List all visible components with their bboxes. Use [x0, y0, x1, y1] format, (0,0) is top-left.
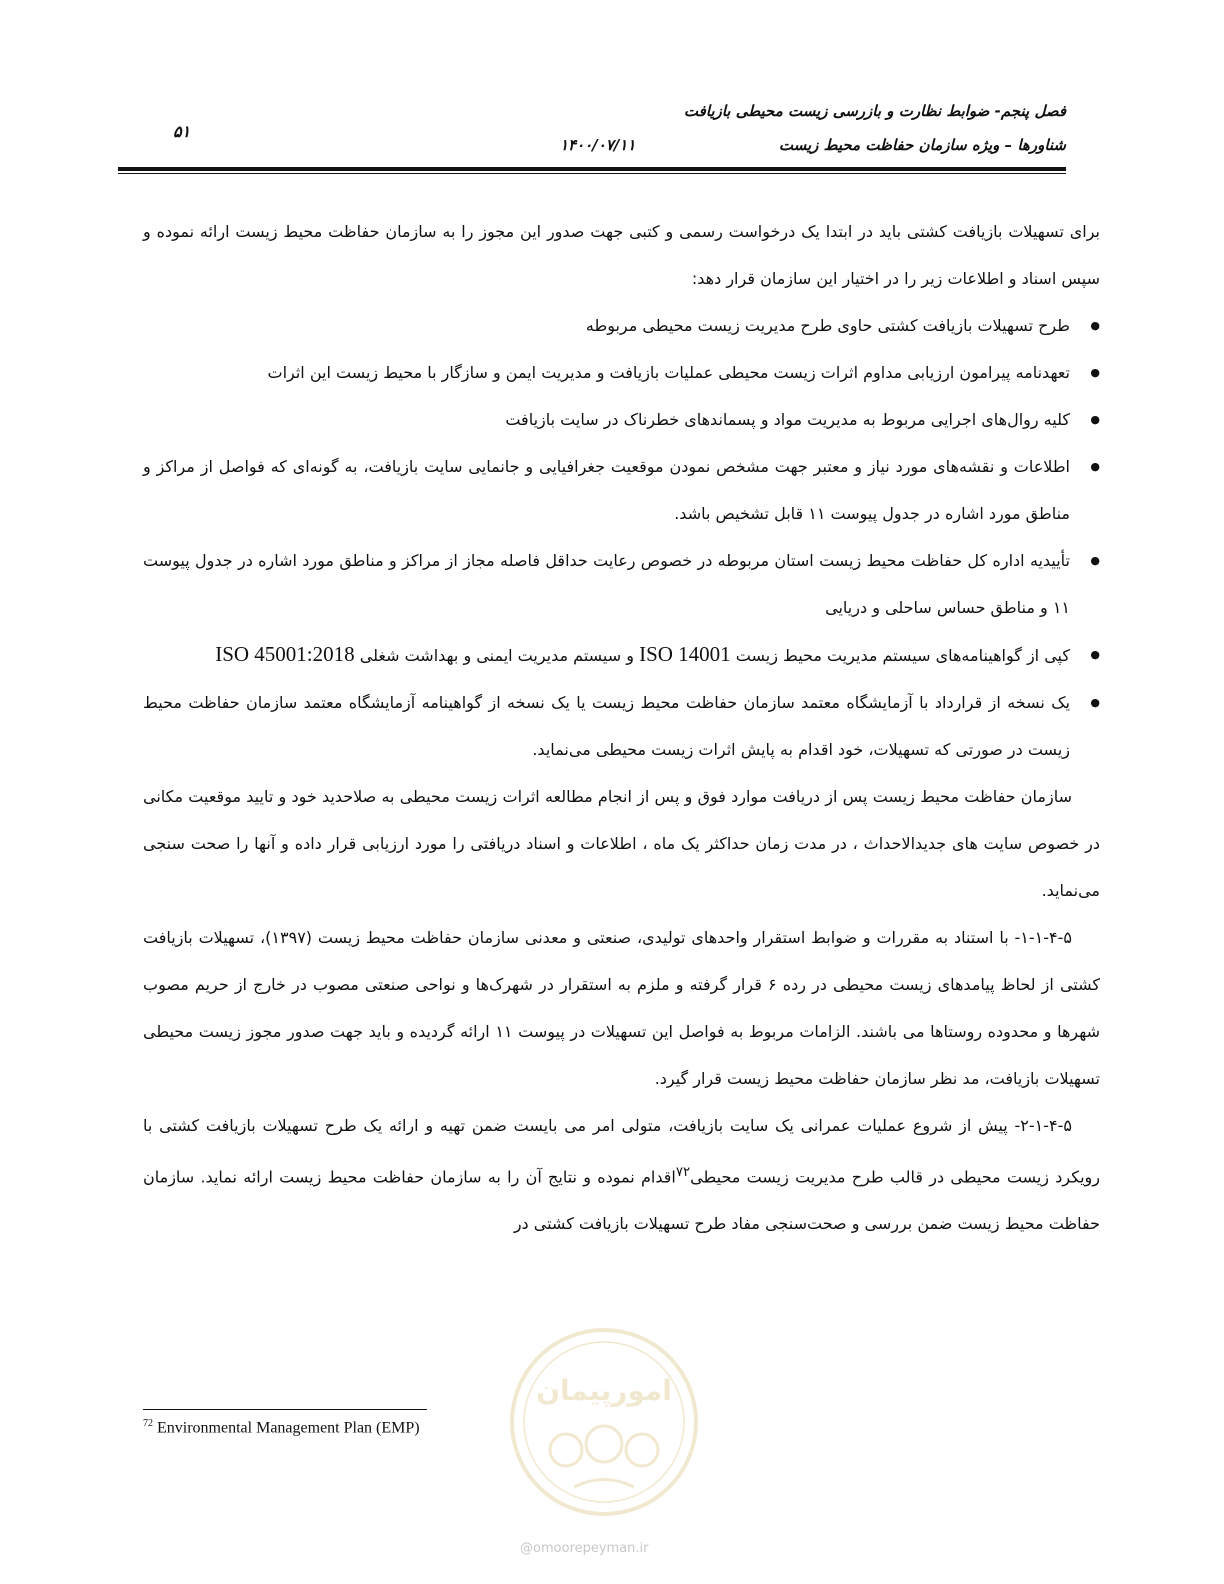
list-item: ● اطلاعات و نقشه‌های مورد نیاز و معتبر جهت مشخص نمودن موقعیت جغرافیایی و جانمایی سایت بازیافت، به گونه‌ای که فواصل از مراکز و مناطق مورد اشاره در جدول پیوست ۱۱ قابل تشخیص باشد.	[143, 443, 1070, 537]
footnote-rule	[143, 1409, 427, 1410]
paragraph-5-4-1-2	[143, 1102, 1100, 1247]
page-number: ۵۱	[173, 122, 191, 141]
iso-text-2: و سیستم مدیریت ایمنی و بهداشت شغلی	[359, 646, 634, 665]
document-subtitle: شناورها – ویژه سازمان حفاظت محیط زیست	[778, 136, 1066, 154]
header-rule-thick	[118, 167, 1066, 171]
intro-paragraph: برای تسهیلات بازیافت کشتی باید در ابتدا یک درخواست رسمی و کتبی جهت صدور این مجوز را به سازمان حفاظت محیط زیست ارائه نموده و سپس اسناد و اطلاعات زیر را در اختیار این سازمان قرار دهد:	[143, 222, 1100, 288]
header-rule-thin	[118, 173, 1066, 174]
iso-14001-label: ISO 14001	[639, 642, 731, 666]
footnote-number: 72	[143, 1418, 153, 1429]
list-item: ● کلیه روال‌های اجرایی مربوط به مدیریت مواد و پسماندهای خطرناک در سایت بازیافت	[143, 396, 1070, 443]
list-item: ● طرح تسهیلات بازیافت کشتی حاوی طرح مدیریت زیست محیطی مربوطه	[143, 302, 1070, 349]
document-body	[143, 208, 1100, 1247]
requirements-list	[143, 302, 1100, 773]
paragraph-text: ۲-۱-۴-۵- پیش از شروع عملیات عمرانی یک سایت بازیافت، متولی امر می بایست ضمن تهیه و ارائه یک طرح تسهیلات بازیافت کشتی با رویکرد زیست محیطی در قالب طرح مدیریت زیست محیطی	[143, 1116, 1100, 1187]
footnote	[143, 1418, 420, 1437]
list-item: ● یک نسخه از قرارداد با آزمایشگاه معتمد سازمان حفاظت محیط زیست یا یک نسخه از گواهینامه آزمایشگاه معتمد سازمان حفاظت محیط زیست در صورتی که تسهیلات، خود اقدام به پایش اثرات زیست محیطی می‌نماید.	[143, 679, 1070, 773]
iso-text-1: کپی از گواهینامه‌های سیستم مدیریت محیط زیست	[735, 646, 1070, 665]
paragraph-review: سازمان حفاظت محیط زیست پس از دریافت موارد فوق و پس از انجام مطالعه اثرات زیست محیطی به صلاحدید خود و تایید موقعیت مکانی در خصوص سایت های جدیدالاحداث ، در مدت زمان حداکثر یک ماه ، اطلاعات و اسناد دریافتی را مورد ارزیابی قرار داده و آنها را صحت سنجی می‌نماید.	[143, 787, 1100, 900]
footnote-text: Environmental Management Plan (EMP)	[157, 1419, 420, 1437]
paragraph-text: اقدام نموده و نتایج آن را به سازمان حفاظت محیط زیست ارائه نماید. سازمان حفاظت محیط زیست ضمن بررسی و صحت‌سنجی مفاد طرح تسهیلات بازیافت کشتی در	[143, 1167, 1100, 1234]
document-date: ۱۴۰۰/۰۷/۱۱	[560, 136, 636, 154]
footnote-reference: ۷۲	[675, 1165, 691, 1180]
list-item-iso	[143, 631, 1070, 679]
list-item: ● تعهدنامه پیرامون ارزیابی مداوم اثرات زیست محیطی عملیات بازیافت و مدیریت ایمن و سازگار با محیط زیست این اثرات	[143, 349, 1070, 396]
page-header	[118, 96, 1066, 172]
watermark-url: @omoorepeyman.ir	[520, 1541, 649, 1556]
watermark-logo	[504, 1322, 704, 1522]
watermark-logo-text: امورپیمان	[536, 1374, 672, 1407]
paragraph-5-4-1-1: ۱-۱-۴-۵- با استناد به مقررات و ضوابط استقرار واحدهای تولیدی، صنعتی و معدنی سازمان حفاظت محیط زیست (۱۳۹۷)، تسهیلات بازیافت کشتی از لحاظ پیامدهای زیست محیطی در رده ۶ قرار گرفته و ملزم به استقرار در شهرک‌ها و نواحی صنعتی مصوب در خارج از حریم مصوب شهرها و محدوده روستاها می باشند. الزامات مربوط به فواصل این تسهیلات در پیوست ۱۱ ارائه گردیده و باید جهت صدور مجوز زیست محیطی تسهیلات بازیافت، مد نظر سازمان حفاظت محیط زیست قرار گیرد.	[143, 928, 1101, 1088]
iso-45001-label: ISO 45001:2018	[215, 642, 355, 666]
list-item: ● تأییدیه اداره کل حفاظت محیط زیست استان مربوطه در خصوص رعایت حداقل فاصله مجاز از مراکز و مناطق مورد اشاره در جدول پیوست ۱۱ و مناطق حساس ساحلی و دریایی	[143, 537, 1070, 631]
chapter-title: فصل پنجم- ضوابط نظارت و بازرسی زیست محیطی بازیافت	[683, 102, 1066, 120]
